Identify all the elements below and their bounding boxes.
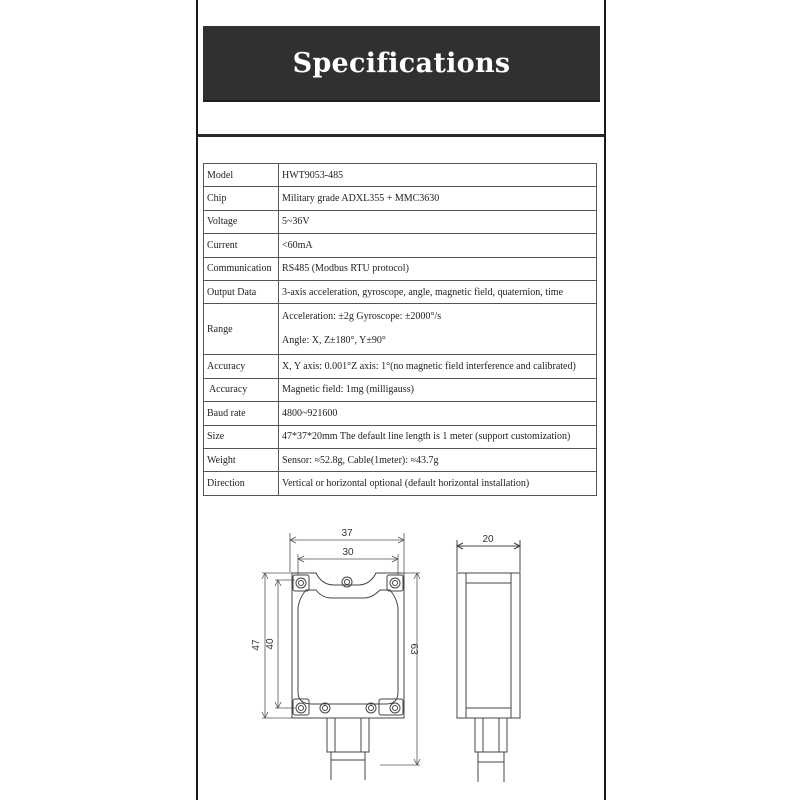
spec-value: 47*37*20mm The default line length is 1 meter (support customization)	[279, 425, 597, 448]
spec-key: Model	[204, 164, 279, 187]
spec-value: X, Y axis: 0.001°Z axis: 1°(no magnetic field interference and calibrated)	[279, 355, 597, 378]
spec-key: Baud rate	[204, 402, 279, 425]
front-view	[292, 573, 404, 780]
spec-value: HWT9053-485	[279, 164, 597, 187]
dim-label: 30	[342, 547, 354, 558]
spec-value: Magnetic field: 1mg (milligauss)	[279, 378, 597, 401]
range-line-2: Angle: X, Z±180°, Y±90°	[282, 335, 386, 347]
spec-key: Output Data	[204, 280, 279, 303]
spec-value: Sensor: ≈52.8g, Cable(1meter): ≈43.7g	[279, 448, 597, 471]
spec-key: Current	[204, 234, 279, 257]
spec-value: 5~36V	[279, 210, 597, 233]
spec-value: RS485 (Modbus RTU protocol)	[279, 257, 597, 280]
spec-key: Communication	[204, 257, 279, 280]
spec-value: Military grade ADXL355 + MMC3630	[279, 187, 597, 210]
dim-total-height	[380, 573, 420, 765]
spec-value: 3-axis acceleration, gyroscope, angle, magnetic field, quaternion, time	[279, 280, 597, 303]
spec-value: Vertical or horizontal optional (default horizontal installation)	[279, 472, 597, 495]
spec-key: Direction	[204, 472, 279, 495]
spec-key: Chip	[204, 187, 279, 210]
dim-label: 47	[251, 639, 262, 651]
spec-value: 4800~921600	[279, 402, 597, 425]
dim-label: 63	[408, 643, 419, 655]
spec-key: Size	[204, 425, 279, 448]
dim-label: 20	[482, 534, 494, 545]
dim-label: 40	[265, 638, 276, 650]
side-view	[457, 540, 520, 782]
spec-key: Accuracy	[204, 355, 279, 378]
page-title: Specifications	[292, 47, 511, 79]
dim-label: 37	[341, 528, 353, 539]
spec-key: Range	[204, 304, 279, 355]
spec-key: Weight	[204, 448, 279, 471]
spec-value: <60mA	[279, 234, 597, 257]
range-line-1: Acceleration: ±2g Gyroscope: ±2000°/s	[282, 311, 442, 323]
spec-key: Accuracy	[204, 378, 279, 401]
spec-key: Voltage	[204, 210, 279, 233]
